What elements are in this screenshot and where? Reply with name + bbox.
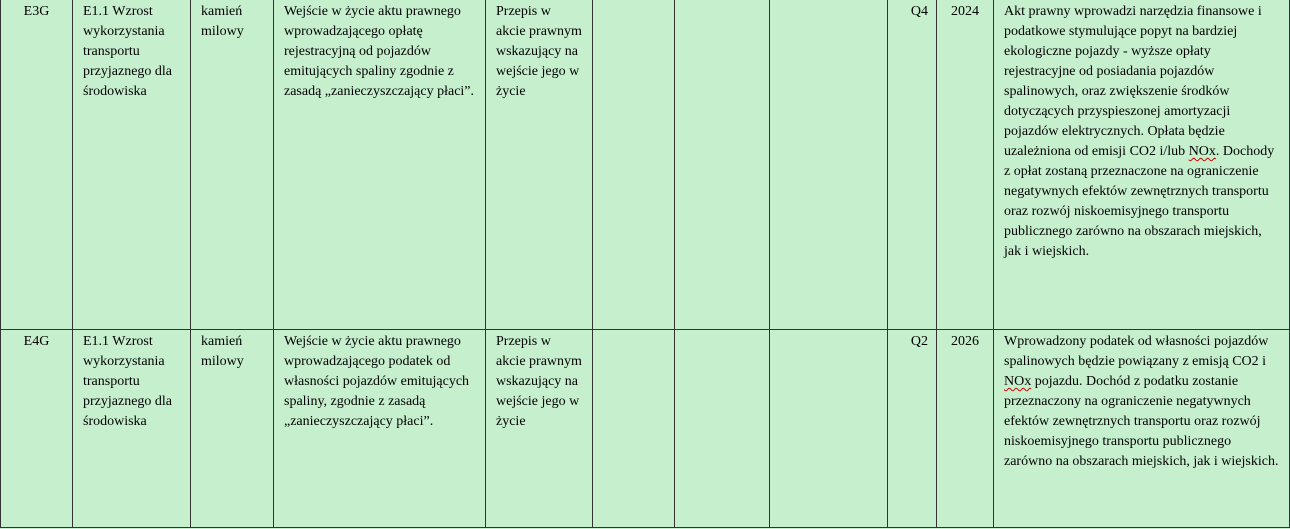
measure-cell: E1.1 Wzrost wykorzystania transportu przyjaznego dla środowiska — [73, 0, 191, 330]
baseline-cell — [675, 330, 770, 528]
description-text: pojazdu. Dochód z podatku zostanie przeznaczony na ograniczenie negatywnych efektów zewnętrznych transportu oraz rozwój niskoemisyjnego transportu publicznego zarówno na obszarach miejskich, jak i wiejskich. — [1004, 374, 1279, 469]
name-cell: Wejście w życie aktu prawnego wprowadzającego opłatę rejestracyjną od pojazdów emitujących spaliny zgodnie z zasadą „zanieczyszczający płaci”. — [274, 0, 486, 330]
description-text: Wprowadzony podatek od własności pojazdów spalinowych będzie powiązany z emisją CO2 i — [1004, 334, 1269, 369]
target-cell — [770, 330, 888, 528]
indicator-cell: Przepis w akcie prawnym wskazujący na wejście jego w życie — [486, 0, 593, 330]
quarter-cell: Q4 — [888, 0, 937, 330]
name-cell: Wejście w życie aktu prawnego wprowadzającego podatek od własności pojazdów emitujących spaliny, zgodnie z zasadą „zanieczyszczający płaci”. — [274, 330, 486, 528]
spellcheck-flagged-word: NOx — [1188, 144, 1216, 159]
row-id: E4G — [1, 330, 73, 528]
table-row — [1, 330, 1290, 528]
year-cell: 2026 — [937, 330, 994, 528]
description-cell — [994, 330, 1290, 528]
description-cell — [994, 0, 1290, 330]
year-cell: 2024 — [937, 0, 994, 330]
table-row — [1, 0, 1290, 330]
quarter-cell: Q2 — [888, 330, 937, 528]
measure-cell: E1.1 Wzrost wykorzystania transportu przyjaznego dla środowiska — [73, 330, 191, 528]
indicator-cell: Przepis w akcie prawnym wskazujący na wejście jego w życie — [486, 330, 593, 528]
unit-cell — [593, 330, 675, 528]
type-cell: kamień milowy — [191, 0, 274, 330]
target-cell — [770, 0, 888, 330]
row-id: E3G — [1, 0, 73, 330]
baseline-cell — [675, 0, 770, 330]
description-text: . Dochody z opłat zostaną przeznaczone na ograniczenie negatywnych efektów zewnętrznych transportu oraz rozwój niskoemisyjnego transportu publicznego zarówno na obszarach miejskich, jak i wiejskich. — [1004, 144, 1275, 259]
unit-cell — [593, 0, 675, 330]
spellcheck-flagged-word: NOx — [1004, 374, 1032, 389]
type-cell: kamień milowy — [191, 330, 274, 528]
description-text: Akt prawny wprowadzi narzędzia finansowe i podatkowe stymulujące popyt na bardziej ekologiczne pojazdy - wyższe opłaty rejestracyjne od posiadania pojazdów spalinowych, oraz zwiększenie środków dotyczących przyspieszonej amortyzacji pojazdów elektrycznych. Opłata będzie uzależniona od emisji CO2 i/lub — [1004, 4, 1262, 159]
